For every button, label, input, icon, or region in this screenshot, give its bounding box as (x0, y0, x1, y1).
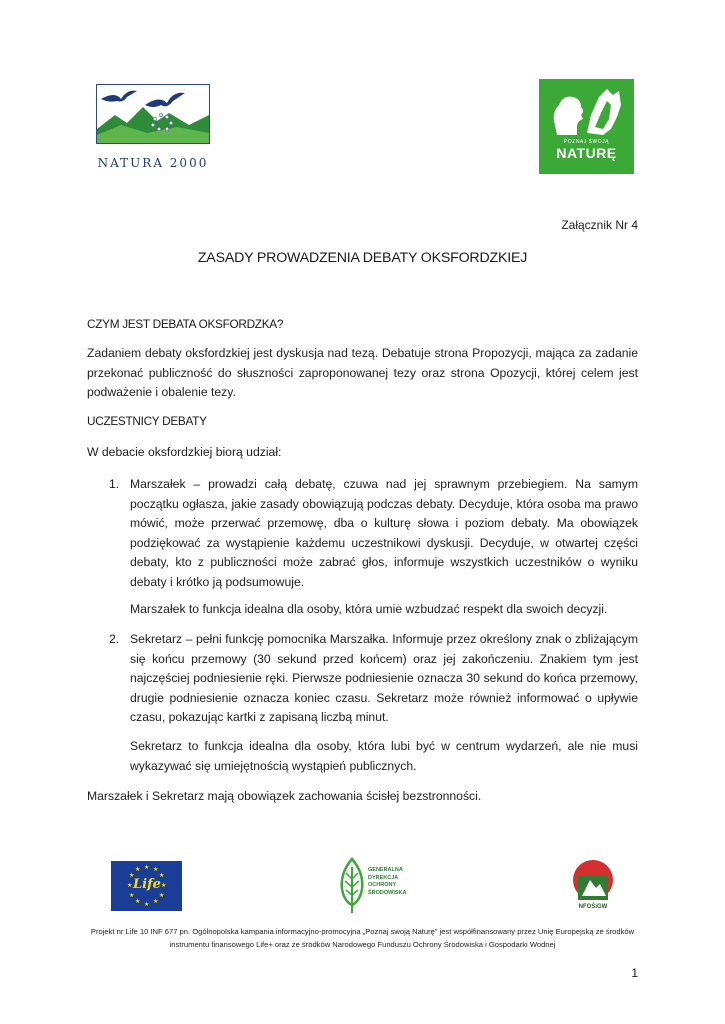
svg-text:★: ★ (159, 892, 165, 899)
svg-text:★: ★ (135, 898, 141, 905)
svg-text:★: ★ (129, 872, 135, 879)
list-item-marshal: Marszałek – prowadzi całą debatę, czuwa nad jej sprawnym przebiegiem. Na samym początku ogłasza, jakie zasady obowiązują podczas debaty. Decyduje, która osoba ma prawo mówić, może przerwać przemowę, dba o kulturę słowa i poziom debaty. Ma obowiązek podziękować za wystąpienie każdemu uczestnikowi dyskusji. Decyduje, w otwartej części debaty, kto z publiczności może zabrać głos, informuje wszystkich uczestników o wyniku debaty i krótko ją podsumowuje. (130, 477, 638, 589)
nature-logo-big-text: NATURĘ (556, 145, 617, 161)
list-item-number: 1. (109, 477, 120, 491)
paragraph-debate-definition: Zadaniem debaty oksfordzkiej jest dyskusja nad tezą. Debatuje strona Propozycji, mająca za zadanie przekonać publiczność do słuszności zaproponowanej tezy oraz strona Opozycji, której celem jest podważenie i obalenie tezy. (87, 346, 638, 399)
poznaj-swoja-nature-logo (539, 79, 634, 174)
paragraph-impartiality: Marszałek i Sekretarz mają obowiązek zachowania ścisłej bezstronności. (87, 789, 482, 803)
svg-text:★: ★ (153, 866, 159, 873)
gdos-text: GENERALNA DYREKCJA OCHRONY ŚRODOWISKA (368, 867, 407, 896)
page-number: 1 (631, 966, 638, 980)
nfos-emblem-icon (570, 858, 616, 904)
attachment-label: Załącznik Nr 4 (561, 218, 638, 232)
section-heading-participants: UCZESTNICY DEBATY (87, 414, 207, 428)
svg-text:★: ★ (135, 866, 141, 873)
svg-text:★: ★ (161, 882, 167, 889)
natura-logo-emblem (96, 84, 210, 144)
leaf-icon (338, 857, 366, 913)
svg-text:★: ★ (144, 864, 150, 871)
nature-logo-small-text: POZNAJ SWOJĄ (564, 139, 609, 145)
natura-2000-logo (94, 82, 212, 174)
svg-text:★: ★ (144, 901, 150, 908)
paragraph-participants-intro: W debacie oksfordzkiej biorą udział: (87, 445, 282, 459)
footer-project-info: Projekt nr Life 10 INF 677 pn. Ogólnopolska kampania informacyjno-promocyjna „Poznaj swoją Naturę” jest współfinansowany przez Unię Europejską ze środków instrumentu finansowego Life+ oraz ze środków Narodowego Funduszu Ochrony Środowiska i Gospodarki Wodnej (90, 927, 635, 949)
gdos-logo (338, 855, 413, 915)
eu-life-text: Life (133, 877, 161, 892)
list-item-number: 2. (109, 632, 120, 646)
list-item-secretary: Sekretarz – pełni funkcję pomocnika Marszałka. Informuje przez określony znak o zbliżającym się końcu przemowy (30 sekund przed końcem) oraz jej zakończeniu. Znakiem tym jest najczęściej podniesienie ręki. Pierwsze podniesienie oznacza 30 sekund do końca przemowy, drugie podniesienie oznacza koniec czasu. Sekretarz może również informować o upływie czasu, pokazując kartki z zapisaną liczbą minut. (130, 632, 638, 724)
natura-logo-caption: NATURA 2000 (97, 156, 209, 170)
svg-text:★: ★ (159, 872, 165, 879)
list-item-secretary-note: Sekretarz to funkcja idealna dla osoby, która lubi być w centrum wydarzeń, ale nie musi wykazywać się umiejętnością wystąpień publicznych. (130, 739, 638, 773)
eu-life-logo (111, 861, 182, 911)
section-heading-what-is-debate: CZYM JEST DEBATA OKSFORDZKA? (87, 317, 284, 331)
nfosigw-logo (570, 858, 616, 914)
nfos-text: NFOŚiGW (578, 904, 608, 910)
svg-text:★: ★ (129, 892, 135, 899)
svg-text:★: ★ (127, 882, 133, 889)
nature-logo-silhouette-icon (547, 85, 627, 137)
svg-text:★: ★ (153, 898, 159, 905)
document-title: ZASADY PROWADZENIA DEBATY OKSFORDZKIEJ (197, 250, 528, 266)
list-item-marshal-note: Marszałek to funkcja idealna dla osoby, która umie wzbudzać respekt dla swoich decyzji. (130, 602, 608, 616)
